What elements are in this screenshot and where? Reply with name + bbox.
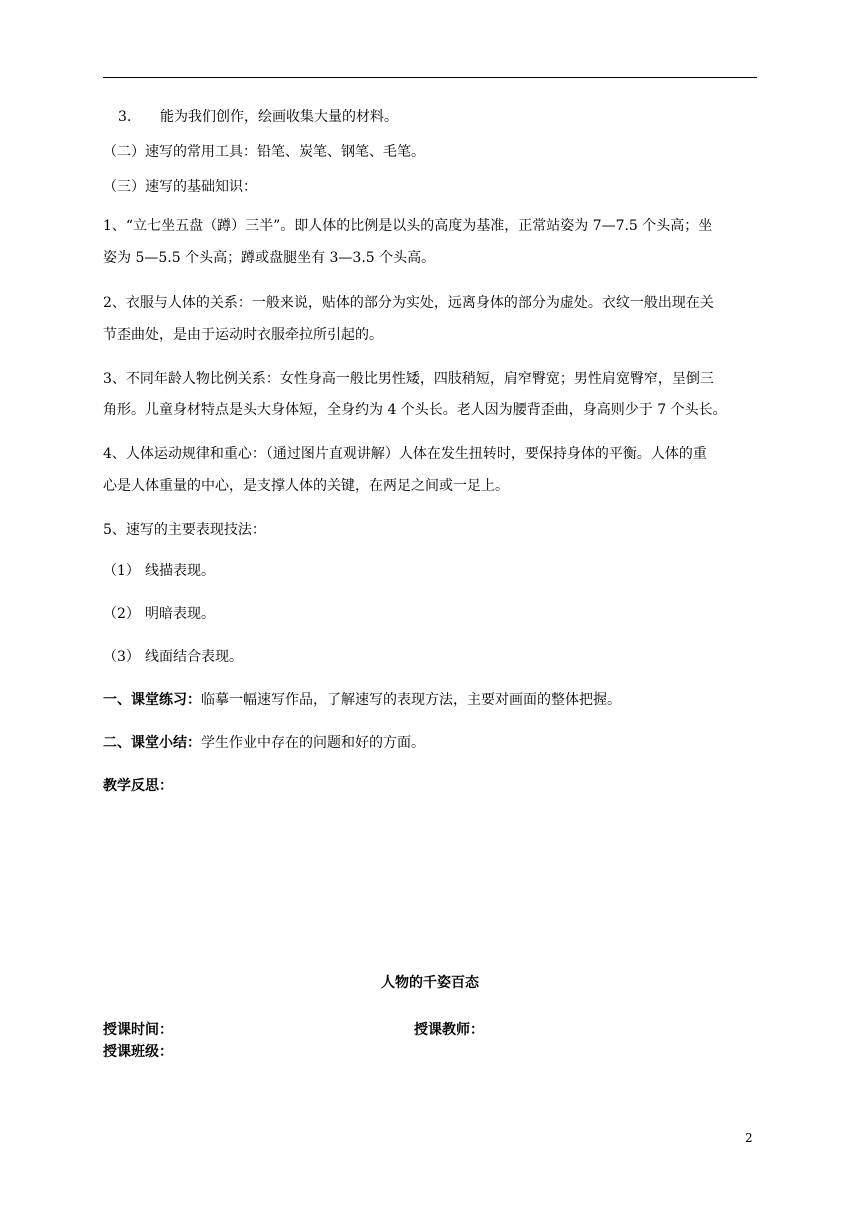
item-number: 3. — [118, 109, 132, 125]
paragraph-clothing-line2: 节歪曲处，是由于运动时衣服牵拉所引起的。 — [103, 327, 383, 343]
header-rule — [103, 77, 757, 78]
paragraph-clothing-line1: 2、衣服与人体的关系：一般来说，贴体的部分为实处，远离身体的部分为虚处。衣纹一般出现在关 — [103, 295, 714, 311]
paragraph-proportion-line2: 姿为 5—5.5 个头高；蹲或盘腿坐有 3—3.5 个头高。 — [103, 250, 436, 266]
lesson-title: 人物的千姿百态 — [381, 975, 479, 991]
page-number: 2 — [745, 1131, 753, 1145]
technique-item — [103, 599, 757, 629]
summary-text: 学生作业中存在的问题和好的方面。 — [201, 735, 425, 751]
item-text: 线描表现。 — [145, 563, 215, 579]
item-text: 能为我们创作，绘画收集大量的材料。 — [160, 109, 398, 125]
paragraph-item-3 — [118, 102, 772, 132]
paragraph-motion-line1: 4、人体运动规律和重心：（通过图片直观讲解）人体在发生扭转时，要保持身体的平衡。人体的重 — [103, 446, 707, 462]
paragraph-proportion-line1: 1、“立七坐五盘（蹲）三半”。即人体的比例是以头的高度为基准，正常站姿为 7—7.5 个头高；坐 — [103, 218, 713, 234]
item-number: （2） — [103, 606, 140, 622]
paragraph-age-proportion-line2: 角形。儿童身材特点是头大身体短，全身约为 4 个头长。老人因为腰背歪曲，身高则少于 7 个头长。 — [103, 402, 727, 418]
item-text: 明暗表现。 — [145, 606, 215, 622]
lesson-time-label: 授课时间： — [103, 1022, 173, 1038]
item-number: （1） — [103, 563, 140, 579]
item-number: （3） — [103, 649, 140, 665]
practice-paragraph — [103, 685, 757, 715]
heading-techniques: 5、速写的主要表现技法： — [103, 522, 266, 538]
technique-item — [103, 556, 757, 586]
paragraph-age-proportion-line1: 3、不同年龄人物比例关系：女性身高一般比男性矮，四肢稍短，肩窄臀宽；男性肩宽臀窄，呈倒三 — [103, 371, 714, 387]
summary-paragraph — [103, 728, 757, 758]
reflection-heading: 教学反思： — [103, 778, 173, 794]
lesson-teacher-label: 授课教师： — [414, 1022, 484, 1038]
heading-basics: （三）速写的基础知识： — [103, 179, 257, 195]
heading-tools: （二）速写的常用工具：铅笔、炭笔、钢笔、毛笔。 — [103, 144, 425, 160]
paragraph-motion-line2: 心是人体重量的中心，是支撑人体的关键，在两足之间或一足上。 — [103, 478, 509, 494]
technique-item — [103, 642, 757, 672]
practice-label: 一、课堂练习： — [103, 692, 201, 708]
lesson-class-label: 授课班级： — [103, 1044, 173, 1060]
summary-label: 二、课堂小结： — [103, 735, 201, 751]
item-text: 线面结合表现。 — [145, 649, 243, 665]
practice-text: 临摹一幅速写作品，了解速写的表现方法，主要对画面的整体把握。 — [201, 692, 621, 708]
